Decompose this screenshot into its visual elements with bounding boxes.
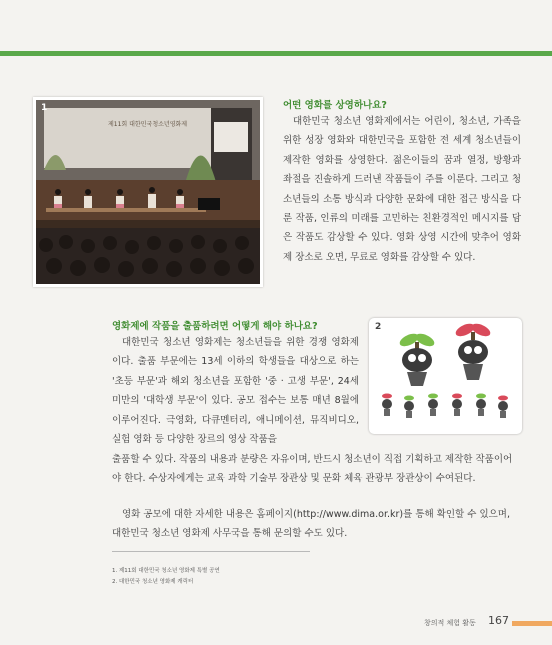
mascot-red-sprout xyxy=(454,321,492,380)
footnote-2: 2. 대한민국 청소년 영화제 캐릭터 xyxy=(112,579,194,585)
figure-1-number: 1 xyxy=(41,103,48,113)
mascot-small-row xyxy=(382,394,508,419)
mascot-figure xyxy=(369,318,522,434)
footnote-1: 1. 제11회 대한민국 청소년 영화제 특별 공연 xyxy=(112,568,220,574)
page-number: 167 xyxy=(488,614,509,627)
mascot-green-sprout xyxy=(398,331,436,386)
section2-paragraph-part2: 출품할 수 있다. 작품의 내용과 분량은 자유이며, 반드시 청소년이 직접 기획하고 제작한 작품이어야 한다. 수상자에게는 교육 과학 기술부 장관상 및 문화 체육 관광부 장관상이 수여된다. xyxy=(112,454,513,485)
footer-orange-bar xyxy=(512,621,552,626)
section2-heading: 영화제에 작품을 출품하려면 어떻게 해야 하나요? xyxy=(112,321,318,332)
footer-section-label: 창의적 체험 활동 xyxy=(424,619,476,627)
section1-heading: 어떤 영화를 상영하나요? xyxy=(283,100,387,111)
stage-banner-text: 제11회 대한민국청소년영화제 xyxy=(108,121,188,128)
section1-paragraph: 대한민국 청소년 영화제에서는 어린이, 청소년, 가족을 위한 성장 영화와 대한민국을 포함한 전 세계 청소년들이 제작한 영화를 상영한다. 젊은이들의 꿈과 열정, 방황과 좌절을 진솔하게 드러낸 작품들이 주를 이룬다. 그리고 청소년들의 소통 방식과 다양한 문화에 대한 접근 방식을 다룬 작품, 인류의 미래를 고민하는 친환경적인 메시지를 담은 작품도 감상할 수 있다. 영화 상영 시간에 맞추어 영화제 장소로 오면, 무료로 영화를 감상할 수 있다. xyxy=(283,116,521,263)
figure-2-number: 2 xyxy=(375,322,382,332)
top-green-rule xyxy=(0,51,552,56)
section2-paragraph-part1: 대한민국 청소년 영화제는 청소년들을 위한 경쟁 영화제이다. 출품 부문에는 13세 이하의 학생들을 대상으로 하는 '초등 부문'과 해외 청소년을 포함한 '중 · 고생 부문', 24세 미만의 '대학생 부문'이 있다. 공모 접수는 보통 매년 8월에 이루어진다. 극영화, 다큐멘터리, 애니메이션, 뮤직비디오, 실험 영화 등 다양한 장르의 영상 작품을 xyxy=(112,337,359,446)
concert-photo-image xyxy=(36,100,260,284)
section2-paragraph-2: 영화 공모에 대한 자세한 내용은 홈페이지(http://www.dima.or.kr)를 통해 확인할 수 있으며, 대한민국 청소년 영화제 사무국을 통해 문의할 수도 있다. xyxy=(112,509,510,540)
mascot-characters-image xyxy=(369,318,522,434)
concert-photo xyxy=(33,97,263,287)
footnote-divider xyxy=(112,551,310,552)
